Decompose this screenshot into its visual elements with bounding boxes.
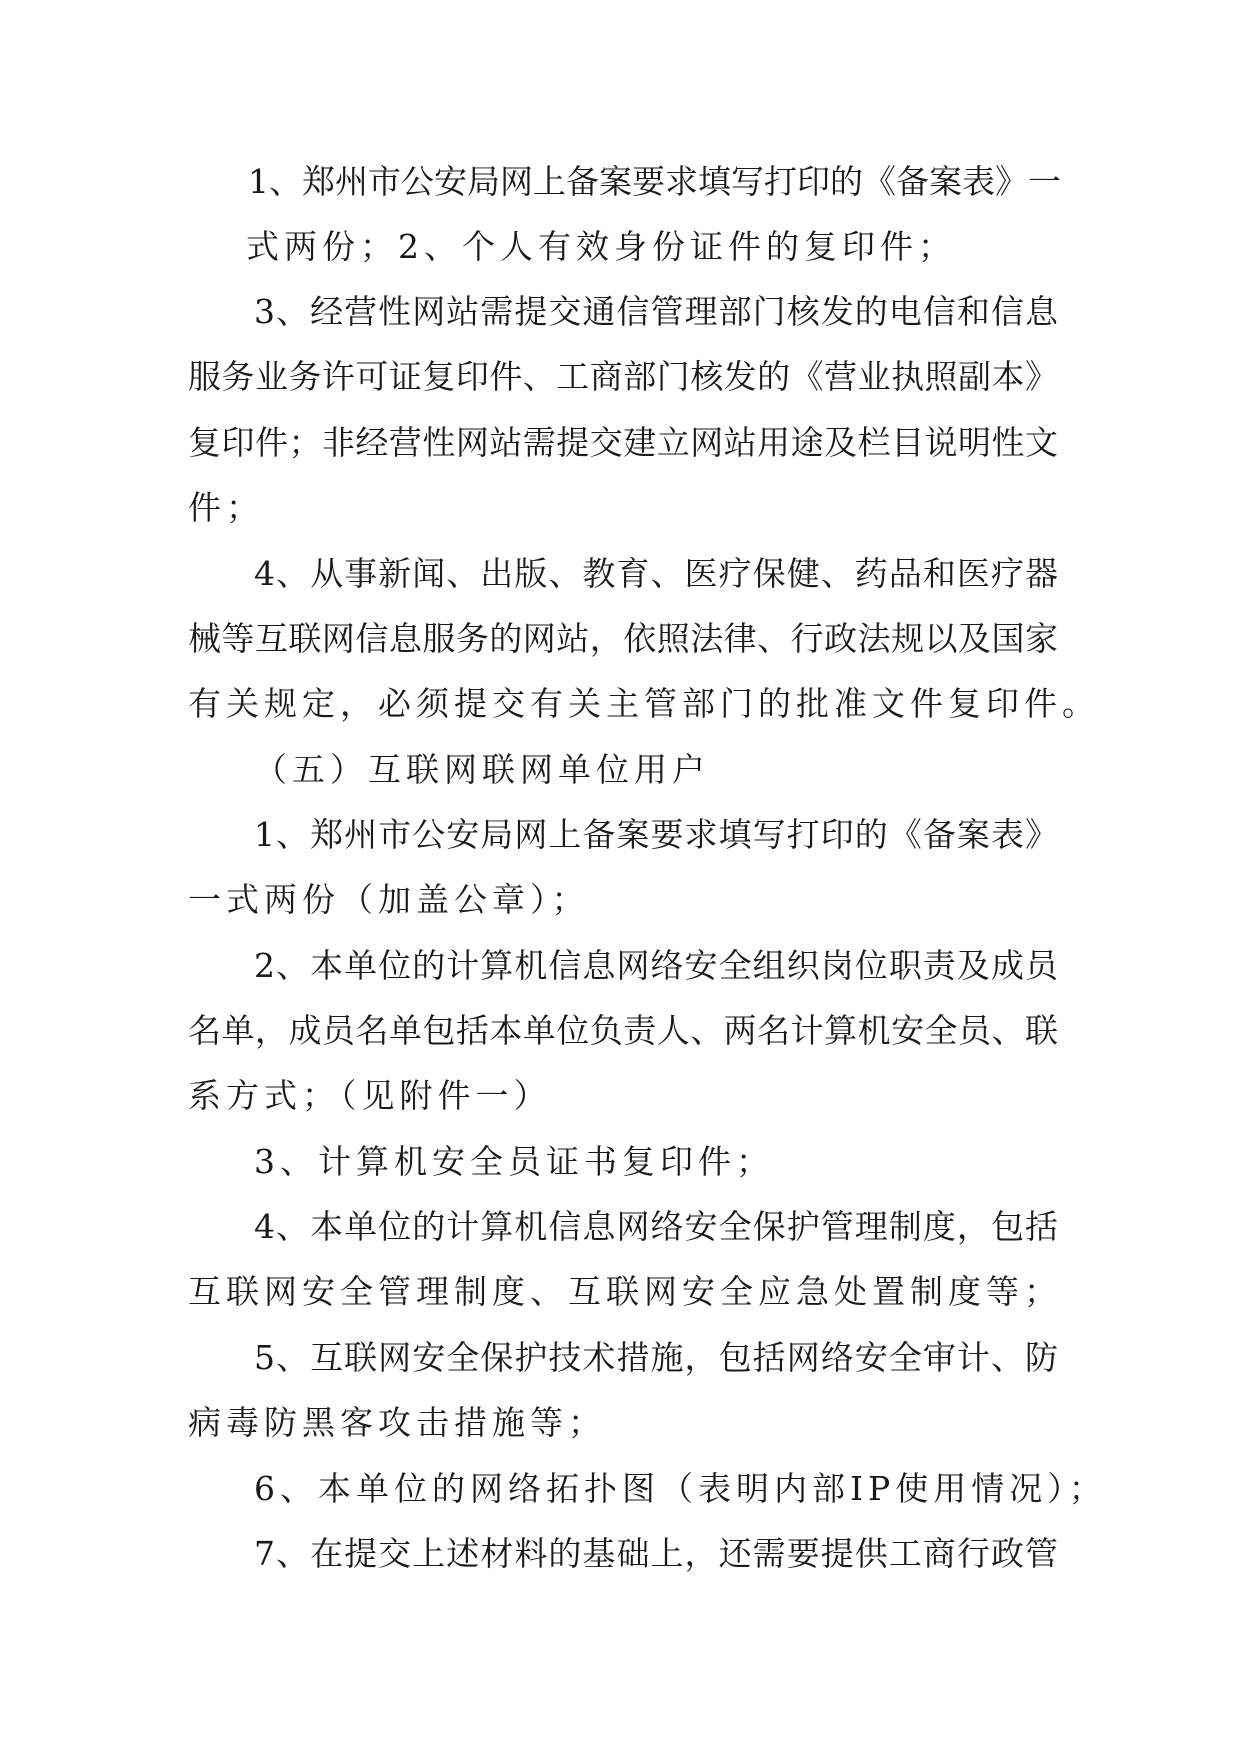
text-line: 4、从事新闻、出版、教育、医疗保健、药品和医疗器 [254, 554, 1058, 593]
text-line: 式两份；2、个人有效身份证件的复印件； [246, 227, 956, 266]
text-line: 3、经营性网站需提交通信管理部门核发的电信和信息 [254, 292, 1058, 331]
text-line: 2、本单位的计算机信息网络安全组织岗位职责及成员 [254, 946, 1058, 985]
text-line: 1、郑州市公安局网上备案要求填写打印的《备案表》 [254, 815, 1058, 854]
text-line: 件； [188, 488, 264, 527]
text-line: 4、本单位的计算机信息网络安全保护管理制度，包括 [254, 1207, 1058, 1246]
text-line: 有关规定，必须提交有关主管部门的批准文件复印件。 [188, 684, 1100, 723]
text-line: 7、在提交上述材料的基础上，还需要提供工商行政管 [254, 1534, 1058, 1573]
text-line: 械等互联网信息服务的网站，依照法律、行政法规以及国家 [188, 619, 1058, 658]
text-line: 5、互联网安全保护技术措施，包括网络安全审计、防 [254, 1338, 1058, 1377]
text-line: 系方式；（见附件一） [188, 1076, 552, 1115]
text-line: 互联网安全管理制度、互联网安全应急处置制度等； [188, 1272, 1062, 1311]
text-line: 服务业务许可证复印件、工商部门核发的《营业执照副本》 [188, 357, 1058, 396]
section-heading: （五）互联网联网单位用户 [254, 750, 710, 789]
text-line: 复印件；非经营性网站需提交建立网站用途及栏目说明性文 [188, 423, 1058, 462]
text-line: 名单，成员名单包括本单位负责人、两名计算机安全员、联 [188, 1011, 1058, 1050]
text-line: 3、计算机安全员证书复印件； [254, 1142, 774, 1181]
text-line: 病毒防黑客攻击措施等； [188, 1403, 606, 1442]
text-line: 6、本单位的网络拓扑图（表明内部IP使用情况）； [254, 1469, 1107, 1508]
text-line: 1、郑州市公安局网上备案要求填写打印的《备案表》一 [248, 162, 1061, 201]
text-line: 一式两份（加盖公章）； [188, 880, 590, 919]
